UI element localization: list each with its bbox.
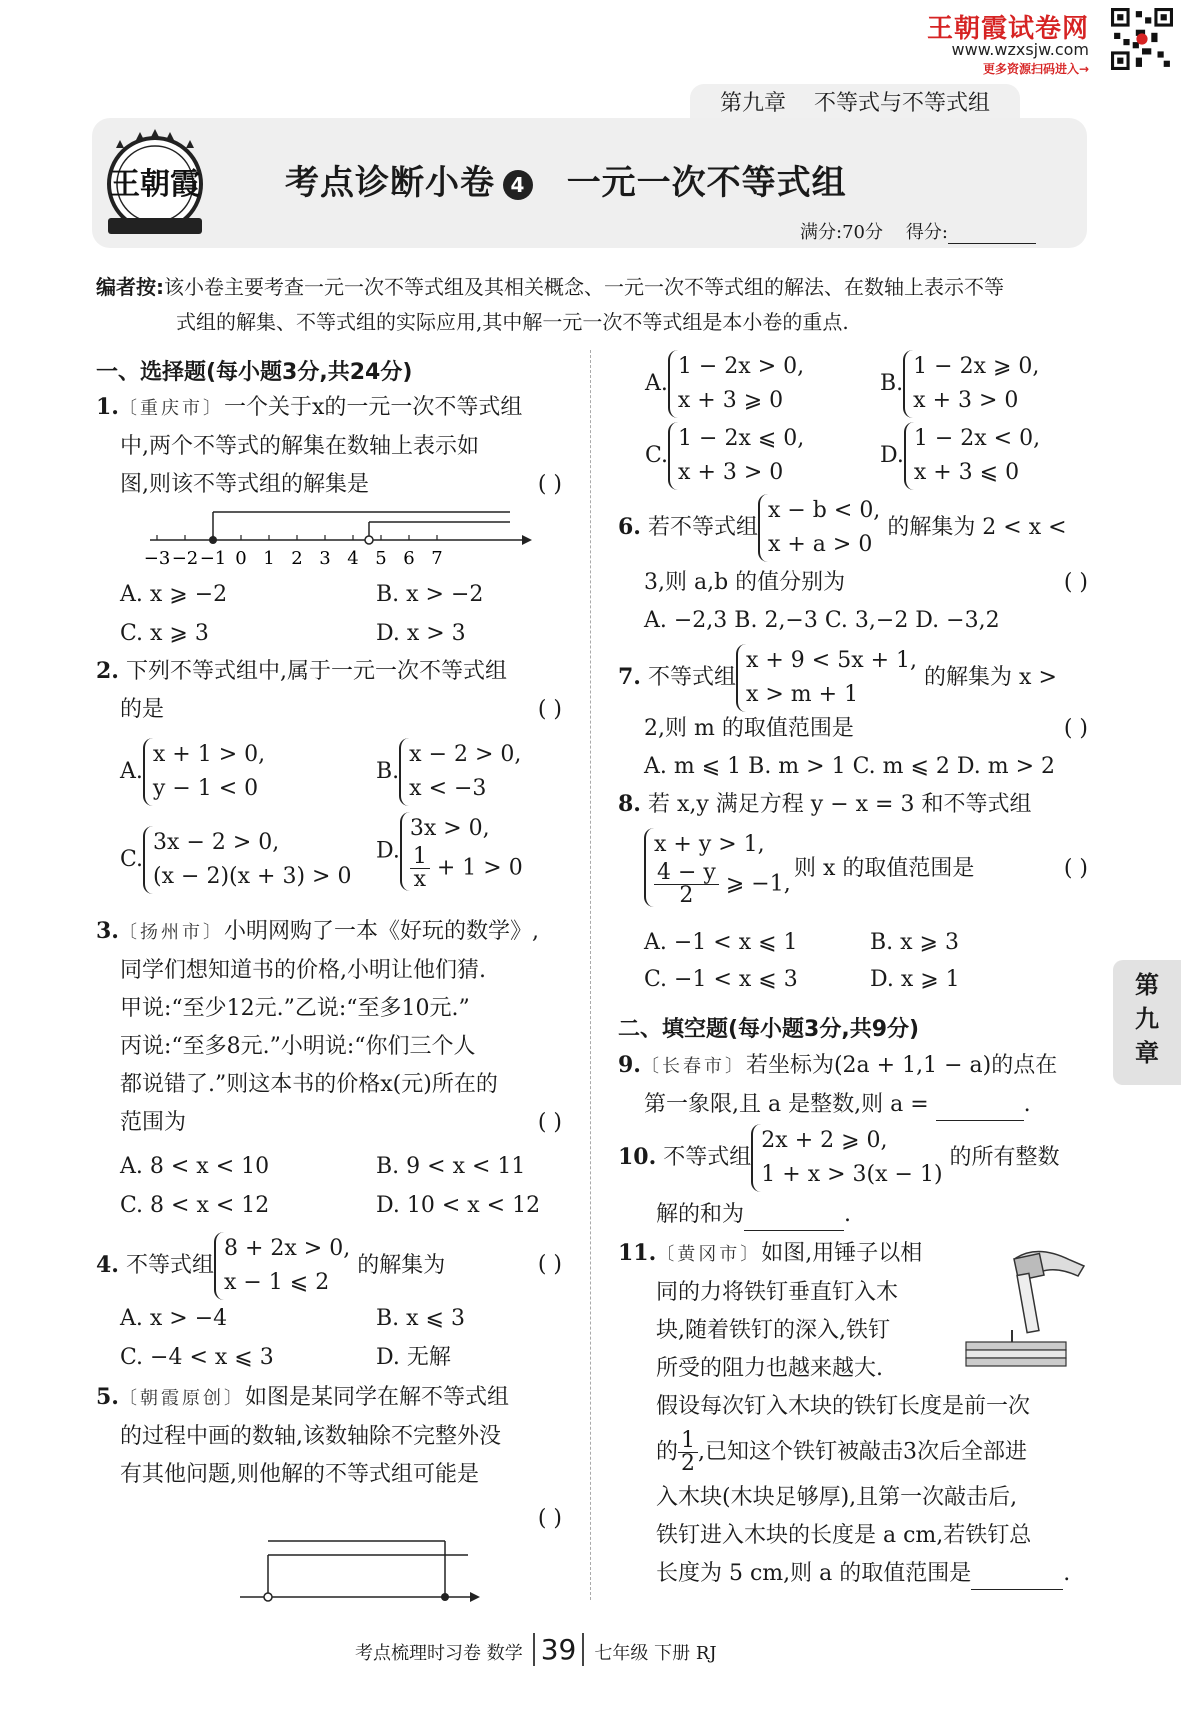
q1-tick-label: 3 (319, 548, 331, 569)
q10-post: 的所有整数 (949, 1145, 1060, 1170)
question-4 (96, 1232, 562, 1300)
q1-line1: 一个关于x的一元一次不等式组 (223, 395, 523, 420)
q1-tick-label: 7 (431, 548, 443, 569)
q4-pre: 不等式组 (125, 1253, 214, 1278)
q6-pre: 若不等式组 (647, 515, 758, 540)
page-number: 39 (533, 1633, 585, 1666)
q1-tick-label: 1 (263, 548, 275, 569)
q2-d-system (400, 812, 523, 891)
q2-b-eq2: x < −3 (409, 776, 487, 801)
title-number-badge: 4 (503, 170, 533, 200)
q10-line2-row: 解的和为 . (656, 1200, 851, 1231)
q3-answer-paren[interactable]: ( ) (537, 1110, 562, 1135)
q2-c-system (143, 826, 351, 894)
q8-option-d[interactable]: D. x ⩾ 1 (870, 967, 960, 992)
q2-a-eq2: y − 1 < 0 (152, 776, 259, 801)
q7-eq1: x + 9 < 5x + 1, (745, 648, 918, 673)
q1-tick-label: −2 (171, 548, 199, 569)
q5-a-eq2: x + 3 ⩾ 0 (677, 388, 784, 413)
q3-line4: 丙说:“至多8元.”小明说:“你们三个人 (120, 1034, 476, 1059)
q9-source: 〔长春市〕 (640, 1056, 746, 1077)
q4-option-d[interactable]: D. 无解 (376, 1345, 451, 1370)
q8-eq1: x + y > 1, (654, 832, 765, 857)
q5-axis-arrow (470, 1592, 480, 1602)
question-7 (618, 644, 1088, 712)
q6-line2-row (644, 568, 1088, 598)
q4-number: 4. (96, 1252, 119, 1278)
q1-line3: 图,则该不等式组的解集是 (120, 472, 369, 497)
q7-system (736, 644, 917, 712)
q3-number: 3. (96, 918, 119, 944)
q2-line1: 下列不等式组中,属于一元一次不等式组 (125, 659, 507, 684)
q10-line2: 解的和为 (656, 1202, 745, 1227)
q8-post: 则 x 的取值范围是 (794, 856, 975, 881)
q6-eq1: x − b < 0, (767, 498, 881, 523)
q2-d-frac-num: 1 (410, 846, 430, 869)
section-choice-title: 一、选择题(每小题3分,共24分) (96, 360, 413, 385)
q8-option-b[interactable]: B. x ⩾ 3 (870, 930, 959, 955)
q1-option-c[interactable]: C. x ⩾ 3 (120, 621, 209, 646)
question-2 (96, 656, 562, 725)
q3-option-b[interactable]: B. 9 < x < 11 (376, 1154, 526, 1179)
q2-b-label: B. (376, 759, 400, 784)
q1-tick-label: −1 (199, 548, 227, 569)
q2-option-a[interactable] (120, 738, 265, 806)
q10-answer-blank[interactable] (744, 1200, 844, 1231)
q6-system (758, 494, 880, 562)
q4-system (214, 1232, 350, 1300)
q10-eq2: 1 + x > 3(x − 1) (761, 1162, 943, 1187)
q4-answer-paren[interactable]: ( ) (537, 1252, 562, 1277)
page-title (285, 155, 847, 204)
q8-line1: 若 x,y 满足方程 y − x = 3 和不等式组 (647, 792, 1032, 817)
side-tab-char-1: 第 (1135, 971, 1159, 999)
q6-options[interactable]: A. −2,3 B. 2,−3 C. 3,−2 D. −3,2 (644, 608, 1000, 633)
q5-line3: 有其他问题,则他解的不等式组可能是 (120, 1462, 479, 1487)
q5-line1: 如图是某同学在解不等式组 (244, 1385, 509, 1410)
q2-d-fraction (410, 846, 430, 891)
q8-eq2-rest: ⩾ −1, (725, 871, 791, 897)
q11-line9: 长度为 5 cm,则 a 的取值范围是 (656, 1561, 972, 1586)
q2-line2: 的是 (120, 697, 165, 722)
q1-source: 〔重庆市〕 (118, 398, 224, 419)
question-1 (96, 392, 562, 500)
q1-option-a[interactable]: A. x ⩾ −2 (120, 582, 228, 607)
q1-option-b[interactable]: B. x > −2 (376, 582, 484, 607)
q1-axis-arrow (522, 535, 532, 545)
q1-number-line (143, 508, 540, 580)
q2-c-eq1: 3x − 2 > 0, (153, 830, 280, 855)
title-name: 一元一次不等式组 (566, 163, 847, 203)
q2-d-frac-den: x (413, 867, 427, 892)
q2-option-d[interactable] (376, 812, 523, 891)
q1-solid-point (209, 536, 217, 544)
q1-tick-label: 4 (347, 548, 359, 569)
q5-number: 5. (96, 1384, 119, 1410)
q1-tick-label: 5 (375, 548, 387, 569)
q10-pre: 不等式组 (663, 1145, 752, 1170)
q5-c-eq2: x + 3 > 0 (678, 460, 784, 485)
column-divider (590, 350, 591, 1600)
q5-d-system (904, 422, 1040, 490)
q2-b-system (399, 738, 521, 806)
q5-c-label: C. (645, 443, 669, 468)
q5-a-label: A. (645, 371, 668, 396)
q11-answer-blank[interactable] (971, 1559, 1063, 1590)
editor-note (96, 270, 1086, 340)
q5-option-d[interactable] (880, 422, 1040, 490)
q7-post: 的解集为 x > (924, 665, 1057, 690)
section-fill-title: 二、填空题(每小题3分,共9分) (618, 1017, 920, 1042)
note-text-1: 该小卷主要考查一元一次不等式组及其相关概念、一元一次不等式组的解法、在数轴上表示不等 (164, 275, 1004, 299)
q4-eq1: 8 + 2x > 0, (223, 1236, 351, 1261)
q5-d-label: D. (880, 443, 904, 468)
question-11: 11.〔黄冈市〕如图,用锤子以相 同的力将铁钉垂直钉入木 块,随着铁钉的深入,铁钉 所受的阻力也越来越大. 假设每次钉入木块的铁钉长度是前一次 的 $\frac{1}{2}$ ,已知这个铁钉被敲击3次后全部进 入木块(木块足够厚),且第一次敲击后, 铁钉进入木块的长度是 a cm,若铁钉总 长度为 5 cm,则 a 的取值范围是 . (618, 1238, 1070, 1590)
q5-answer-paren[interactable]: ( ) (537, 1506, 562, 1531)
q2-d-label: D. (376, 838, 400, 864)
chapter-label: 第九章 (719, 91, 786, 116)
q1-number: 1. (96, 394, 119, 420)
q2-a-label: A. (120, 759, 143, 784)
q5-number-line (240, 1535, 485, 1605)
q11-line5: 假设每次钉入木块的铁钉长度是前一次 (656, 1394, 1031, 1419)
q2-a-eq1: x + 1 > 0, (152, 742, 266, 767)
q6-number: 6. (618, 514, 641, 540)
q1-tick-label: 0 (235, 548, 247, 569)
score-blank[interactable] (948, 222, 1036, 244)
q2-c-eq2: (x − 2)(x + 3) > 0 (153, 864, 352, 889)
q3-source: 〔扬州市〕 (118, 922, 224, 943)
footer-right: 七年级 下册 RJ (594, 1643, 717, 1664)
question-9: 9.〔长春市〕若坐标为(2a + 1,1 − a)的点在 第一象限,且 a 是整数,则 a = . (618, 1050, 1057, 1121)
q8-system (644, 828, 791, 907)
q3-line1: 小明网购了一本《好玩的数学》, (223, 919, 539, 944)
q4-option-c[interactable]: C. −4 < x ⩽ 3 (120, 1345, 274, 1370)
q8-frac-den: 2 (679, 883, 694, 908)
question-6 (618, 494, 1088, 562)
q6-answer-paren[interactable]: ( ) (1063, 570, 1088, 595)
q5-b-system (903, 350, 1039, 418)
q1-tick-label: 2 (291, 548, 303, 569)
q11-line8: 铁钉进入木块的长度是 a cm,若铁钉总 (656, 1523, 1032, 1548)
footer-left: 考点梳理时习卷 数学 (355, 1643, 523, 1664)
q9-line1: 若坐标为(2a + 1,1 − a)的点在 (745, 1053, 1058, 1078)
q1-tick-label: 6 (403, 548, 415, 569)
q5-option-b[interactable] (880, 350, 1039, 418)
q5-b-eq1: 1 − 2x ⩾ 0, (913, 354, 1040, 379)
q11-frac-num: 1 (678, 1430, 698, 1453)
q4-eq2: x − 1 ⩽ 2 (223, 1270, 330, 1295)
q7-answer-paren[interactable]: ( ) (1063, 716, 1088, 741)
q11-line4: 所受的阻力也越来越大. (656, 1356, 883, 1381)
brand-more-text: 更多资源扫码进入→ (982, 62, 1089, 76)
q7-pre: 不等式组 (647, 665, 736, 690)
q7-options[interactable]: A. m ⩽ 1 B. m > 1 C. m ⩽ 2 D. m > 2 (644, 754, 1055, 779)
q1-tick-label: −3 (143, 548, 171, 569)
q10-system (751, 1124, 942, 1192)
q8-number: 8. (618, 791, 641, 817)
q2-c-label: C. (120, 847, 144, 872)
q6-line2: 3,则 a,b 的值分别为 (644, 570, 846, 595)
q10-number: 10. (618, 1144, 657, 1170)
q5-d-eq2: x + 3 ⩽ 0 (913, 460, 1020, 485)
q11-fraction (678, 1430, 698, 1475)
q2-b-eq1: x − 2 > 0, (409, 742, 522, 767)
q2-number: 2. (96, 658, 119, 684)
q8-option-a[interactable]: A. −1 < x ⩽ 1 (644, 930, 798, 955)
q4-post: 的解集为 (357, 1253, 446, 1278)
side-tab-char-3: 章 (1135, 1039, 1159, 1067)
q3-option-d[interactable]: D. 10 < x < 12 (376, 1193, 541, 1218)
note-label: 编者按: (96, 275, 164, 299)
q4-option-b[interactable]: B. x ⩽ 3 (376, 1306, 465, 1331)
q5-c-system (668, 422, 804, 490)
note-text-2: 式组的解集、不等式组的实际应用,其中解一元一次不等式组是本小卷的重点. (176, 310, 849, 334)
q8-option-c[interactable]: C. −1 < x ⩽ 3 (644, 967, 798, 992)
q5-a-system (668, 350, 804, 418)
brand-url[interactable]: www.wzxsjw.com (951, 40, 1089, 59)
q3-option-c[interactable]: C. 8 < x < 12 (120, 1193, 270, 1218)
q7-number: 7. (618, 664, 641, 690)
q2-answer-paren[interactable]: ( ) (537, 697, 562, 722)
q6-post: 的解集为 2 < x < (887, 515, 1067, 540)
q5-b-label: B. (880, 371, 904, 396)
q3-option-a[interactable]: A. 8 < x < 10 (120, 1154, 270, 1179)
q11-line7: 入木块(木块足够厚),且第一次敲击后, (656, 1485, 1018, 1510)
question-10 (618, 1124, 1088, 1192)
q8-answer-paren[interactable]: ( ) (1063, 856, 1088, 881)
q7-line2: 2,则 m 的取值范围是 (644, 716, 854, 741)
q9-number: 9. (618, 1052, 641, 1078)
q1-hollow-point (365, 536, 373, 544)
q9-answer-blank[interactable] (936, 1090, 1024, 1121)
q5-option-c[interactable] (645, 422, 804, 490)
q7-eq2: x > m + 1 (745, 682, 859, 707)
q3-line2: 同学们想知道书的价格,小明让他们猜. (120, 958, 486, 983)
q8-frac-num: 4 − y (654, 862, 719, 885)
q2-d-eq1: 3x > 0, (409, 816, 490, 841)
publisher-logo-icon (100, 128, 210, 240)
q5-line2: 的过程中画的数轴,该数轴除不完整外没 (120, 1424, 501, 1449)
q11-line6b: ,已知这个铁钉被敲击3次后全部进 (698, 1439, 1028, 1465)
title-prefix: 考点诊断小卷 (285, 163, 495, 203)
q5-hollow-point (264, 1593, 272, 1601)
q7-line2-row (644, 714, 1088, 744)
side-tab-char-2: 九 (1135, 1005, 1159, 1033)
q5-b-eq2: x + 3 > 0 (913, 388, 1019, 413)
q8-fraction (654, 862, 719, 907)
logo-text: 王朝霞 (110, 167, 200, 202)
chapter-side-tab (1113, 960, 1181, 1085)
q11-line3: 块,随着铁钉的深入,铁钉 (656, 1318, 890, 1343)
q10-eq1: 2x + 2 ⩾ 0, (761, 1128, 888, 1153)
q2-d-eq2-rest: + 1 > 0 (436, 855, 523, 881)
q3-line6: 范围为 (120, 1110, 187, 1135)
q11-line1: 如图,用锤子以相 (761, 1241, 923, 1266)
q1-line2: 中,两个不等式的解集在数轴上表示如 (120, 434, 479, 459)
q3-line5: 都说错了.”则这本书的价格x(元)所在的 (120, 1072, 498, 1097)
chapter-title: 不等式与不等式组 (813, 91, 990, 116)
qr-code-icon[interactable] (1111, 8, 1173, 70)
question-3 (96, 916, 562, 1138)
q8-line1-row (618, 789, 1031, 820)
q2-a-system (143, 738, 265, 806)
q9-line2: 第一象限,且 a 是整数,则 a = (644, 1092, 929, 1117)
q3-line3: 甲说:“至少12元.”乙说:“至多10元.” (120, 996, 470, 1021)
q5-d-eq1: 1 − 2x < 0, (913, 426, 1041, 451)
q4-option-a[interactable]: A. x > −4 (120, 1306, 228, 1331)
score-line (800, 218, 1036, 244)
q2-option-c[interactable] (120, 826, 351, 894)
q11-source: 〔黄冈市〕 (656, 1244, 762, 1265)
q5-source: 〔朝霞原创〕 (118, 1388, 245, 1409)
q5-option-a[interactable] (645, 350, 804, 418)
q5-a-eq1: 1 − 2x > 0, (677, 354, 805, 379)
q1-option-d[interactable]: D. x > 3 (376, 621, 466, 646)
q5-solid-point (441, 1593, 449, 1601)
q11-line6a: 的 (656, 1439, 679, 1465)
q1-answer-paren[interactable]: ( ) (537, 472, 562, 497)
brand-name: 王朝霞试卷网 (926, 14, 1089, 44)
score-label: 得分: (905, 222, 948, 243)
q11-frac-den: 2 (681, 1451, 696, 1476)
full-score: 满分:70分 (800, 222, 883, 243)
q2-option-b[interactable] (376, 738, 521, 806)
q11-number: 11. (618, 1240, 657, 1266)
q11-line2: 同的力将铁钉垂直钉入木 (656, 1280, 899, 1305)
q5-c-eq1: 1 − 2x ⩽ 0, (678, 426, 805, 451)
hammer-illustration-icon (960, 1240, 1090, 1370)
q8-system-row (644, 828, 1088, 907)
q6-eq2: x + a > 0 (767, 532, 873, 557)
page-footer (355, 1633, 717, 1666)
question-5 (96, 1382, 562, 1534)
